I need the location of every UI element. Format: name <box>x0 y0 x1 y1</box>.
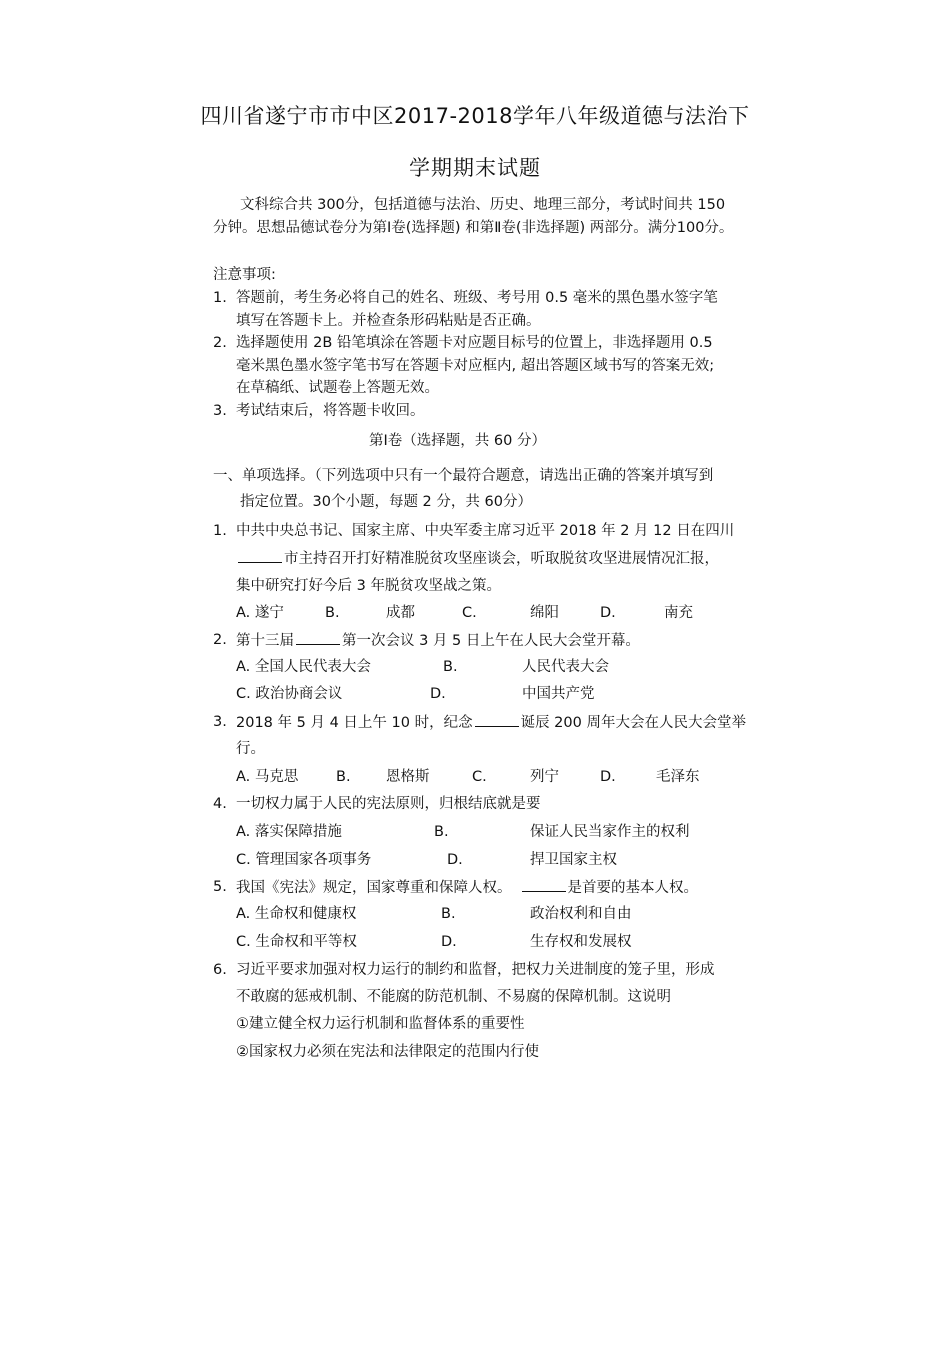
note-1-line-2: 填写在答题卡上。并检查条形码粘贴是否正确。 <box>236 313 541 329</box>
answer-blank <box>522 877 566 892</box>
section-title: 第Ⅰ卷（选择题，共 60 分） <box>369 433 546 449</box>
intro-line-1: 文科综合共 300分，包括道德与法治、历史、地理三部分，考试时间共 150 <box>240 197 726 213</box>
q5-option-d: 生存权和发展权 <box>530 934 632 950</box>
q2-line-1a: 第十三届 <box>236 633 294 649</box>
q4-option-b-label: B. <box>434 824 449 840</box>
q1-line-2: 市主持召开打好精准脱贫攻坚座谈会，听取脱贫攻坚进展情况汇报， <box>284 551 719 567</box>
q2-number: 2. <box>213 632 227 648</box>
q3-option-d: 毛泽东 <box>656 769 700 785</box>
q6-line-4: ②国家权力必须在宪法和法律限定的范围内行使 <box>236 1044 539 1060</box>
q5-option-d-label: D. <box>441 934 457 950</box>
q1-line-3: 集中研究打好今后 3 年脱贫攻坚战之策。 <box>236 578 501 594</box>
note-3-line-1: 考试结束后，将答题卡收回。 <box>236 403 425 419</box>
q1-line-2-row <box>236 548 719 569</box>
note-2-line-3: 在草稿纸、试题卷上答题无效。 <box>236 380 439 396</box>
q2-option-c: C. 政治协商会议 <box>236 686 343 702</box>
note-1-number: 1. <box>213 290 227 306</box>
q3-number: 3. <box>213 714 227 730</box>
q4-line-1: 一切权力属于人民的宪法原则，归根结底就是要 <box>236 796 541 812</box>
q3-line-1a: 2018 年 5 月 4 日上午 10 时，纪念 <box>236 715 473 731</box>
note-2-line-1: 选择题使用 2B 铅笔填涂在答题卡对应题目标号的位置上，非选择题用 0.5 <box>236 335 713 351</box>
q1-line-1: 中共中央总书记、国家主席、中央军委主席习近平 2018 年 2 月 12 日在四川 <box>236 523 735 539</box>
q1-option-b: 成都 <box>386 605 415 621</box>
q1-option-b-label: B. <box>325 605 340 621</box>
q1-option-d: 南充 <box>664 605 693 621</box>
q1-option-c: 绵阳 <box>530 605 559 621</box>
q4-number: 4. <box>213 796 227 812</box>
q1-option-c-label: C. <box>462 605 477 621</box>
page-title-line-1: 四川省遂宁市市中区2017-2018学年八年级道德与法治下 <box>200 104 750 128</box>
q3-line-1-row <box>236 712 746 733</box>
q2-option-d-label: D. <box>430 686 446 702</box>
q6-line-3: ①建立健全权力运行机制和监督体系的重要性 <box>236 1016 525 1032</box>
q1-option-d-label: D. <box>600 605 616 621</box>
q6-line-2: 不敢腐的惩戒机制、不能腐的防范机制、不易腐的保障机制。这说明 <box>236 989 671 1005</box>
q5-option-a: A. 生命权和健康权 <box>236 906 357 922</box>
part-1-line-1: 一、单项选择。（下列选项中只有一个最符合题意，请选出正确的答案并填写到 <box>213 468 714 484</box>
answer-blank <box>296 630 340 645</box>
q2-option-a: A. 全国人民代表大会 <box>236 659 371 675</box>
q2-option-b-label: B. <box>443 659 458 675</box>
q2-option-b: 人民代表大会 <box>522 659 609 675</box>
q3-option-d-label: D. <box>600 769 616 785</box>
q3-option-a: A. 马克思 <box>236 769 299 785</box>
q4-option-a: A. 落实保障措施 <box>236 824 342 840</box>
q3-line-2: 行。 <box>236 741 265 757</box>
q5-line-1-row <box>236 877 698 898</box>
q6-line-1: 习近平要求加强对权力运行的制约和监督，把权力关进制度的笼子里，形成 <box>236 962 715 978</box>
page-title-line-2: 学期期末试题 <box>409 156 541 180</box>
q3-option-c-label: C. <box>472 769 487 785</box>
q2-line-1-row <box>236 630 640 651</box>
notes-heading: 注意事项: <box>213 267 276 283</box>
q5-number: 5. <box>213 879 227 895</box>
q5-option-b: 政治权利和自由 <box>530 906 632 922</box>
q2-line-1b: 第一次会议 3 月 5 日上午在人民大会堂开幕。 <box>342 633 640 649</box>
q4-option-d-label: D. <box>447 852 463 868</box>
intro-line-2: 分钟。思想品德试卷分为第Ⅰ卷(选择题) 和第Ⅱ卷(非选择题) 两部分。满分100分。 <box>213 220 734 236</box>
q6-number: 6. <box>213 962 227 978</box>
q3-option-b: 恩格斯 <box>386 769 430 785</box>
note-2-number: 2. <box>213 335 227 351</box>
answer-blank <box>238 548 282 563</box>
note-2-line-2: 毫米黑色墨水签字笔书写在答题卡对应框内, 超出答题区域书写的答案无效; <box>236 358 715 374</box>
note-3-number: 3. <box>213 403 227 419</box>
q3-option-c: 列宁 <box>530 769 559 785</box>
answer-blank <box>475 712 519 727</box>
q1-option-a: A. 遂宁 <box>236 605 284 621</box>
q3-option-b-label: B. <box>336 769 351 785</box>
note-1-line-1: 答题前，考生务必将自己的姓名、班级、考号用 0.5 毫米的黑色墨水签字笔 <box>236 290 718 306</box>
part-1-line-2: 指定位置。30个小题，每题 2 分，共 60分） <box>240 494 532 510</box>
q5-option-b-label: B. <box>441 906 456 922</box>
q5-line-1b: 是首要的基本人权。 <box>567 880 698 896</box>
q5-line-1a: 我国《宪法》规定，国家尊重和保障人权。 <box>236 880 512 896</box>
q3-line-1b: 诞辰 200 周年大会在人民大会堂举 <box>520 715 746 731</box>
q4-option-d: 捍卫国家主权 <box>530 852 617 868</box>
q5-option-c: C. 生命权和平等权 <box>236 934 357 950</box>
q4-option-c: C. 管理国家各项事务 <box>236 852 372 868</box>
q2-option-d: 中国共产党 <box>522 686 595 702</box>
q4-option-b: 保证人民当家作主的权利 <box>530 824 690 840</box>
q1-number: 1. <box>213 523 227 539</box>
